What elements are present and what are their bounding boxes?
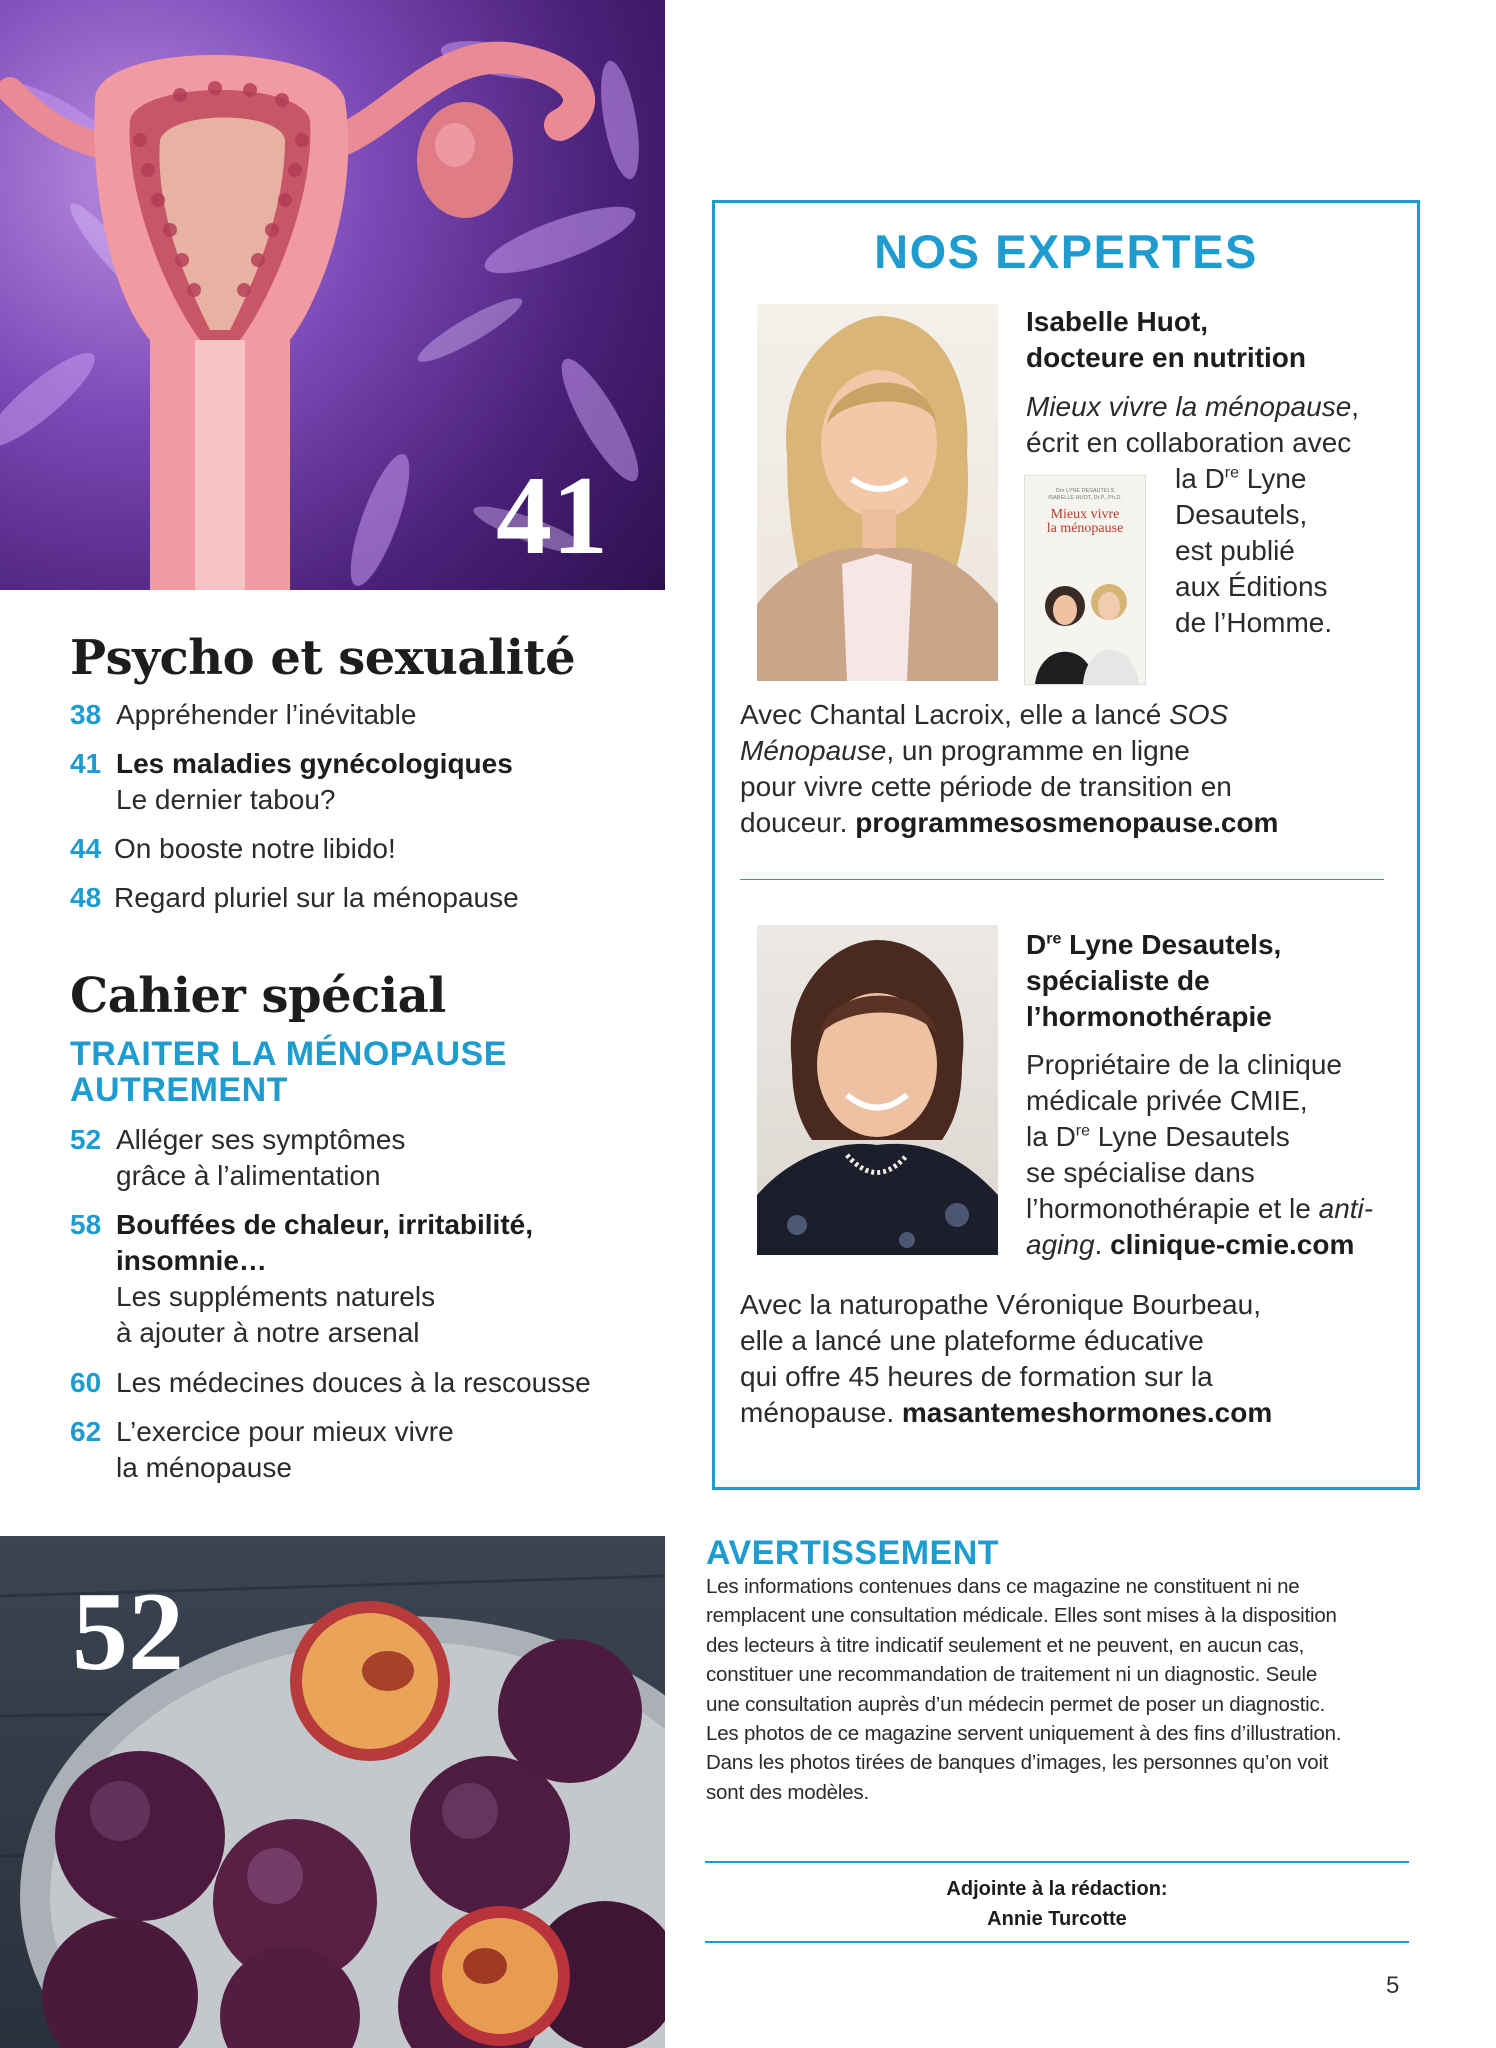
plums-photo-image: [0, 1536, 665, 2048]
expert1-desc-line: [1026, 389, 1359, 425]
toc-item-title: Bouffées de chaleur, irritabilité,: [116, 1209, 534, 1240]
toc-item-title: Les maladies gynécologiques: [116, 748, 513, 779]
warning-text: [706, 1572, 1341, 1807]
experts-title: NOS EXPERTES: [874, 225, 1258, 278]
expert-title-line: l’hormonothérapie: [1026, 1001, 1272, 1032]
warning-title: AVERTISSEMENT: [706, 1534, 1000, 1572]
toc-page-number: 62: [70, 1416, 102, 1447]
program-name: SOS: [1169, 699, 1229, 730]
toc-item-title-cont: la ménopause: [116, 1452, 292, 1483]
lyne-desautels-photo: [757, 925, 998, 1255]
credits-role: Adjointe à la rédaction:: [946, 1878, 1168, 1900]
book-author-line: Dre LYNE DESAUTELS: [1055, 488, 1115, 494]
warning-line: Les informations contenues dans ce magazine ne constituent ni ne: [706, 1575, 1300, 1598]
isabelle-huot-photo: [757, 304, 998, 681]
toc-item: [70, 880, 519, 916]
toc-page-number: 44: [70, 833, 102, 864]
page-number: 5: [1386, 1972, 1400, 1999]
toc-item-title: L’exercice pour mieux vivre: [116, 1416, 454, 1447]
text: pour vivre cette période de transition en: [740, 771, 1232, 802]
book-title-line: la ménopause: [1046, 521, 1124, 536]
section-title-cahier: Cahier spécial: [70, 968, 446, 1024]
page-reference-number: 41: [496, 454, 608, 578]
text: douceur.: [740, 807, 856, 838]
book-title: Mieux vivre la ménopause: [1026, 391, 1352, 422]
punctuation: ,: [1351, 391, 1360, 422]
portrait-woman-blonde: [757, 304, 998, 681]
warning-line: sont des modèles.: [706, 1780, 869, 1804]
text: D: [1026, 929, 1047, 960]
toc-page-number: 52: [70, 1124, 102, 1155]
book-cover-authors: [1025, 488, 1145, 502]
toc-item: [70, 1207, 533, 1243]
toc-item: [70, 697, 416, 733]
toc-item-title: Appréhender l’inévitable: [116, 699, 417, 730]
expert1-desc-line: [1175, 461, 1307, 497]
toc-item-subtitle: à ajouter à notre arsenal: [116, 1317, 420, 1348]
toc-item-title-cont: grâce à l’alimentation: [116, 1160, 381, 1191]
expert-title-line: spécialiste de: [1026, 965, 1210, 996]
section-title-psycho: Psycho et sexualité: [70, 630, 576, 686]
book-title-line: Mieux vivre: [1050, 507, 1120, 522]
text: Lyne Desautels,: [1061, 929, 1282, 960]
text: anti-: [1318, 1193, 1374, 1224]
toc-item: [70, 1365, 591, 1401]
toc-page-number: 48: [70, 882, 102, 913]
book-cover-title: [1025, 508, 1145, 536]
expert1-paragraph: [740, 697, 1278, 841]
text: , un programme en ligne: [886, 735, 1190, 766]
page-reference-number: 52: [72, 1570, 184, 1694]
book-cover-image: [1024, 475, 1146, 685]
text: l’hormonothérapie et le: [1026, 1193, 1319, 1224]
website-link[interactable]: clinique-cmie.com: [1110, 1229, 1355, 1260]
book-cover-authors-photo: [1025, 566, 1145, 684]
text: Lyne: [1239, 463, 1307, 494]
book-author-line: ISABELLE HUOT, Dt.P., Ph.D.: [1048, 495, 1122, 501]
text: .: [1094, 1229, 1111, 1260]
website-link[interactable]: masantemeshormones.com: [901, 1397, 1273, 1428]
text: Avec Chantal Lacroix, elle a lancé: [740, 699, 1170, 730]
section-subtitle: [70, 1036, 507, 1108]
toc-item-title: Alléger ses symptômes: [116, 1124, 406, 1155]
toc-item-title: On booste notre libido!: [114, 833, 396, 864]
text: qui offre 45 heures de formation sur la: [740, 1361, 1213, 1392]
credits: [705, 1874, 1409, 1934]
text: Lyne Desautels: [1090, 1121, 1290, 1152]
text: la D: [1175, 463, 1225, 494]
text: Avec la naturopathe Véronique Bourbeau,: [740, 1289, 1261, 1320]
warning-line: une consultation auprès d’un médecin permet de poser un diagnostic.: [706, 1692, 1326, 1716]
expert1-desc-line: Desautels,: [1175, 499, 1308, 530]
warning-line: Les photos de ce magazine servent uniquement à des fins d’illustration.: [706, 1722, 1342, 1746]
warning-line: Dans les photos tirées de banques d’images, les personnes qu’on voit: [706, 1751, 1329, 1775]
toc-item: [70, 1414, 454, 1450]
section-subtitle-line: TRAITER LA MÉNOPAUSE: [70, 1035, 507, 1073]
toc-item: [70, 746, 513, 782]
superscript: re: [1075, 1122, 1091, 1140]
credits-top-rule: [705, 1861, 1409, 1863]
website-link[interactable]: programmesosmenopause.com: [855, 807, 1279, 838]
toc-item-title-cont: insomnie…: [116, 1245, 267, 1276]
toc-item-subtitle: Les suppléments naturels: [116, 1281, 436, 1312]
expert1-desc-line: aux Éditions: [1175, 571, 1328, 602]
toc-item-title: Les médecines douces à la rescousse: [116, 1367, 591, 1398]
toc-page-number: 38: [70, 699, 102, 730]
expert2-desc: [1026, 1047, 1373, 1263]
expert2-paragraph: [740, 1287, 1272, 1431]
credits-bottom-rule: [705, 1941, 1409, 1943]
toc-item-title: Regard pluriel sur la ménopause: [114, 882, 519, 913]
expert-name-line: Isabelle Huot,: [1026, 306, 1209, 337]
text: aging: [1026, 1229, 1095, 1260]
warning-line: des lecteurs à titre indicatif seulement et ne peuvent, en aucun cas,: [706, 1633, 1305, 1657]
toc-page-number: 60: [70, 1367, 102, 1398]
expert2-name: [1026, 927, 1281, 1035]
uterus-illustration-image: [0, 0, 665, 590]
toc-item-subtitle: Le dernier tabou?: [116, 784, 336, 815]
text: médicale privée CMIE,: [1026, 1085, 1308, 1116]
text: ménopause.: [740, 1397, 902, 1428]
program-name: Ménopause: [740, 735, 887, 766]
toc-item: [70, 831, 396, 867]
text: se spécialise dans: [1026, 1157, 1255, 1188]
superscript: re: [1046, 930, 1062, 948]
warning-line: constituer une recommandation de traitement ni un diagnostic. Seule: [706, 1663, 1318, 1687]
experts-divider: [740, 879, 1384, 880]
expert1-desc-line: de l’Homme.: [1175, 607, 1333, 638]
toc-item: [70, 1122, 405, 1158]
toc-page-number: 41: [70, 748, 102, 779]
text: la D: [1026, 1121, 1076, 1152]
portrait-woman-brunette: [757, 925, 998, 1255]
superscript: re: [1224, 464, 1240, 482]
text: elle a lancé une plateforme éducative: [740, 1325, 1204, 1356]
credits-person: Annie Turcotte: [987, 1908, 1127, 1930]
expert1-desc-line: écrit en collaboration avec: [1026, 427, 1352, 458]
toc-page-number: 58: [70, 1209, 102, 1240]
text: Propriétaire de la clinique: [1026, 1049, 1342, 1080]
warning-line: remplacent une consultation médicale. Elles sont mises à la disposition: [706, 1604, 1337, 1628]
expert1-desc-line: est publié: [1175, 535, 1295, 566]
expert1-name: [1026, 304, 1306, 376]
section-subtitle-line: AUTREMENT: [70, 1071, 288, 1109]
expert-title-line: docteure en nutrition: [1026, 342, 1306, 373]
